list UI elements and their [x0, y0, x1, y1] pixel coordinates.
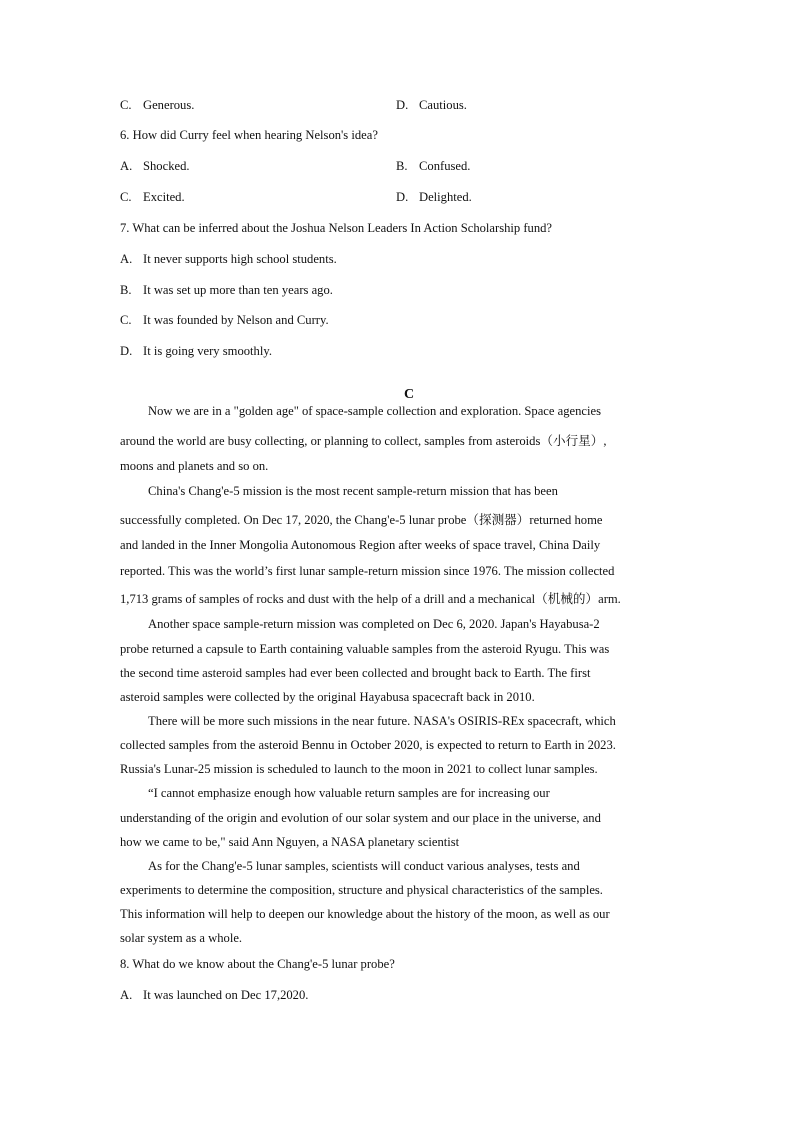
p2-line-3: and landed in the Inner Mongolia Autonomous Region after weeks of space travel, China Daily: [120, 538, 601, 552]
option-label: B.: [120, 283, 132, 297]
option-label: C.: [120, 190, 132, 204]
option-text: It was founded by Nelson and Curry.: [143, 313, 329, 327]
q6-option-c: [120, 190, 185, 205]
section-heading: C: [404, 387, 415, 402]
q8-option-a: [120, 988, 308, 1003]
q6-option-b: [396, 159, 470, 174]
p3-line-1: Another space sample-return mission was completed on Dec 6, 2020. Japan's Hayabusa-2: [148, 617, 600, 631]
p3-line-4: asteroid samples were collected by the original Hayabusa spacecraft back in 2010.: [120, 690, 535, 704]
p2-line-2: successfully completed. On Dec 17, 2020, the Chang'e-5 lunar probe（探测器）returned home: [120, 513, 603, 527]
option-label: D.: [396, 190, 409, 204]
p4-line-3: Russia's Lunar-25 mission is scheduled to launch to the moon in 2021 to collect lunar samples.: [120, 762, 598, 776]
q7-option-b: [120, 283, 333, 298]
q7-option-c: [120, 313, 329, 328]
q8-stem: 8. What do we know about the Chang'e-5 lunar probe?: [120, 957, 395, 971]
p2-line-1: China's Chang'e-5 mission is the most recent sample-return mission that has been: [148, 484, 558, 498]
option-text: It was launched on Dec 17,2020.: [143, 988, 309, 1002]
q7-option-d: [120, 344, 272, 359]
p6-line-3: This information will help to deepen our knowledge about the history of the moon, as well as our: [120, 907, 610, 921]
p6-line-2: experiments to determine the composition, structure and physical characteristics of the samples.: [120, 883, 603, 897]
option-text: Shocked.: [143, 159, 190, 173]
p2-line-5: 1,713 grams of samples of rocks and dust with the help of a drill and a mechanical（机械的）arm.: [120, 592, 621, 606]
q7-stem: 7. What can be inferred about the Joshua Nelson Leaders In Action Scholarship fund?: [120, 221, 553, 235]
q6-option-a: [120, 159, 190, 174]
p2-line-4: reported. This was the world’s first lunar sample-return mission since 1976. The mission collected: [120, 564, 615, 578]
option-label: D.: [396, 98, 409, 112]
option-text: It was set up more than ten years ago.: [143, 283, 333, 297]
p3-line-3: the second time asteroid samples had ever been collected and brought back to Earth. The first: [120, 666, 591, 680]
p4-line-1: There will be more such missions in the near future. NASA's OSIRIS-REx spacecraft, which: [148, 714, 616, 728]
option-label: D.: [120, 344, 133, 358]
option-text: It is going very smoothly.: [143, 344, 272, 358]
option-label: A.: [120, 252, 133, 266]
p1-line-1: Now we are in a "golden age" of space-sample collection and exploration. Space agencies: [148, 404, 601, 418]
p5-line-1: “I cannot emphasize enough how valuable return samples are for increasing our: [148, 786, 550, 800]
q5-option-d: [396, 98, 467, 113]
p6-line-4: solar system as a whole.: [120, 931, 243, 945]
p3-line-2: probe returned a capsule to Earth containing valuable samples from the asteroid Ryugu. This was: [120, 642, 610, 656]
p5-line-3: how we came to be," said Ann Nguyen, a NASA planetary scientist: [120, 835, 460, 849]
option-text: Delighted.: [419, 190, 472, 204]
option-label: C.: [120, 98, 132, 112]
p1-line-3: moons and planets and so on.: [120, 459, 269, 473]
p5-line-2: understanding of the origin and evolution of our solar system and our place in the universe, and: [120, 811, 601, 825]
p1-line-2: around the world are busy collecting, or planning to collect, samples from asteroids（小行星）,: [120, 434, 607, 448]
option-label: B.: [396, 159, 408, 173]
q6-stem: 6. How did Curry feel when hearing Nelson's idea?: [120, 128, 378, 142]
p4-line-2: collected samples from the asteroid Bennu in October 2020, is expected to return to Earth in 2023.: [120, 738, 616, 752]
p6-line-1: As for the Chang'e-5 lunar samples, scientists will conduct various analyses, tests and: [148, 859, 580, 873]
option-label: A.: [120, 159, 133, 173]
q5-option-c: [120, 98, 194, 113]
option-text: Generous.: [143, 98, 195, 112]
option-text: Excited.: [143, 190, 185, 204]
q6-option-d: [396, 190, 472, 205]
option-text: Cautious.: [419, 98, 467, 112]
option-label: A.: [120, 988, 133, 1002]
q7-option-a: [120, 252, 337, 267]
option-label: C.: [120, 313, 132, 327]
option-text: Confused.: [419, 159, 471, 173]
option-text: It never supports high school students.: [143, 252, 337, 266]
